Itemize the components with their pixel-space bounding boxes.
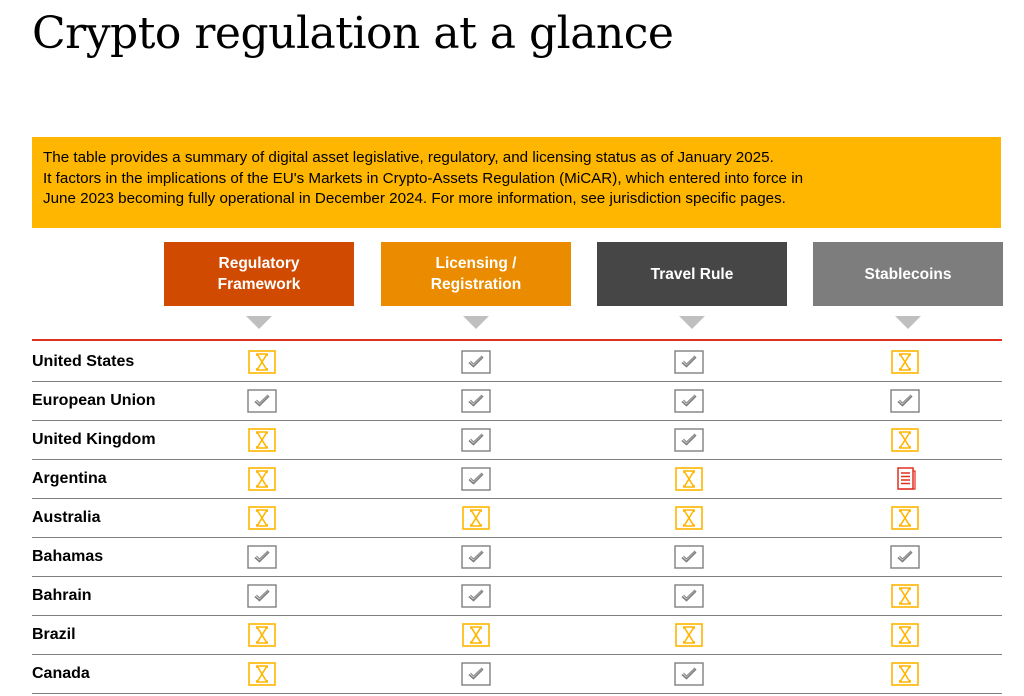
check-box-icon: [461, 545, 491, 569]
column-arrow-icon: [246, 316, 272, 329]
table-row: [32, 616, 1002, 655]
check-box-icon: [461, 350, 491, 374]
jurisdiction-name: Bahrain: [32, 587, 92, 604]
column-header-label: [164, 253, 354, 295]
table-row: [32, 421, 1002, 460]
hourglass-icon: [890, 506, 920, 530]
hourglass-icon: [461, 506, 491, 530]
hourglass-icon: [890, 662, 920, 686]
jurisdiction-name: Argentina: [32, 470, 107, 487]
check-box-icon: [461, 467, 491, 491]
jurisdiction-name: Australia: [32, 509, 101, 526]
check-box-icon: [247, 545, 277, 569]
hourglass-icon: [461, 623, 491, 647]
check-box-icon: [461, 389, 491, 413]
intro-box: [32, 137, 1001, 228]
check-box-icon: [674, 662, 704, 686]
jurisdiction-name: European Union: [32, 392, 156, 409]
check-box-icon: [674, 428, 704, 452]
column-header-label: [597, 264, 787, 285]
check-box-icon: [890, 545, 920, 569]
jurisdiction-name: Bahamas: [32, 548, 104, 565]
hourglass-icon: [890, 350, 920, 374]
hourglass-icon: [890, 428, 920, 452]
intro-line: The table provides a summary of digital asset legislative, regulatory, and licensing status as of January 2025.: [43, 149, 774, 166]
check-box-icon: [461, 662, 491, 686]
check-box-icon: [461, 428, 491, 452]
column-header-line: Stablecoins: [864, 265, 952, 283]
hourglass-icon: [247, 350, 277, 374]
table-row: [32, 343, 1002, 382]
column-header-label: [381, 253, 571, 295]
check-box-icon: [461, 584, 491, 608]
intro-line: June 2023 becoming fully operational in December 2024. For more information, see jurisdiction specific pages.: [43, 190, 786, 207]
table-row: [32, 382, 1002, 421]
check-box-icon: [674, 350, 704, 374]
table-top-rule: [32, 339, 1002, 341]
document-icon: [890, 467, 920, 491]
column-header: [813, 242, 1003, 306]
jurisdiction-name: United States: [32, 353, 135, 370]
column-header: [164, 242, 354, 306]
column-arrow-icon: [463, 316, 489, 329]
table-row: [32, 655, 1002, 694]
jurisdiction-name: Brazil: [32, 626, 76, 643]
check-box-icon: [890, 389, 920, 413]
table-row: [32, 577, 1002, 616]
column-header-line: Framework: [217, 276, 301, 293]
jurisdiction-name: United Kingdom: [32, 431, 156, 448]
column-header: [597, 242, 787, 306]
table-row: [32, 460, 1002, 499]
column-header-line: Registration: [430, 276, 522, 293]
hourglass-icon: [247, 467, 277, 491]
hourglass-icon: [890, 623, 920, 647]
intro-line: It factors in the implications of the EU's Markets in Crypto-Assets Regulation (MiCAR), which entered into force in: [43, 169, 804, 187]
column-arrow-icon: [679, 316, 705, 329]
check-box-icon: [674, 584, 704, 608]
column-header-line: Licensing /: [435, 255, 517, 272]
table-row: [32, 499, 1002, 538]
hourglass-icon: [247, 623, 277, 647]
check-box-icon: [247, 584, 277, 608]
hourglass-icon: [890, 584, 920, 608]
jurisdiction-name: Canada: [32, 665, 90, 682]
hourglass-icon: [247, 506, 277, 530]
hourglass-icon: [247, 662, 277, 686]
column-header-line: Travel Rule: [650, 265, 734, 283]
hourglass-icon: [247, 428, 277, 452]
table-row: [32, 538, 1002, 577]
column-header: [381, 242, 571, 306]
hourglass-icon: [674, 467, 704, 491]
check-box-icon: [674, 389, 704, 413]
column-header-line: Regulatory: [218, 255, 300, 272]
hourglass-icon: [674, 506, 704, 530]
check-box-icon: [247, 389, 277, 413]
check-box-icon: [674, 545, 704, 569]
page-title: Crypto regulation at a glance: [32, 8, 674, 59]
column-header-label: [813, 264, 1003, 285]
column-arrow-icon: [895, 316, 921, 329]
hourglass-icon: [674, 623, 704, 647]
